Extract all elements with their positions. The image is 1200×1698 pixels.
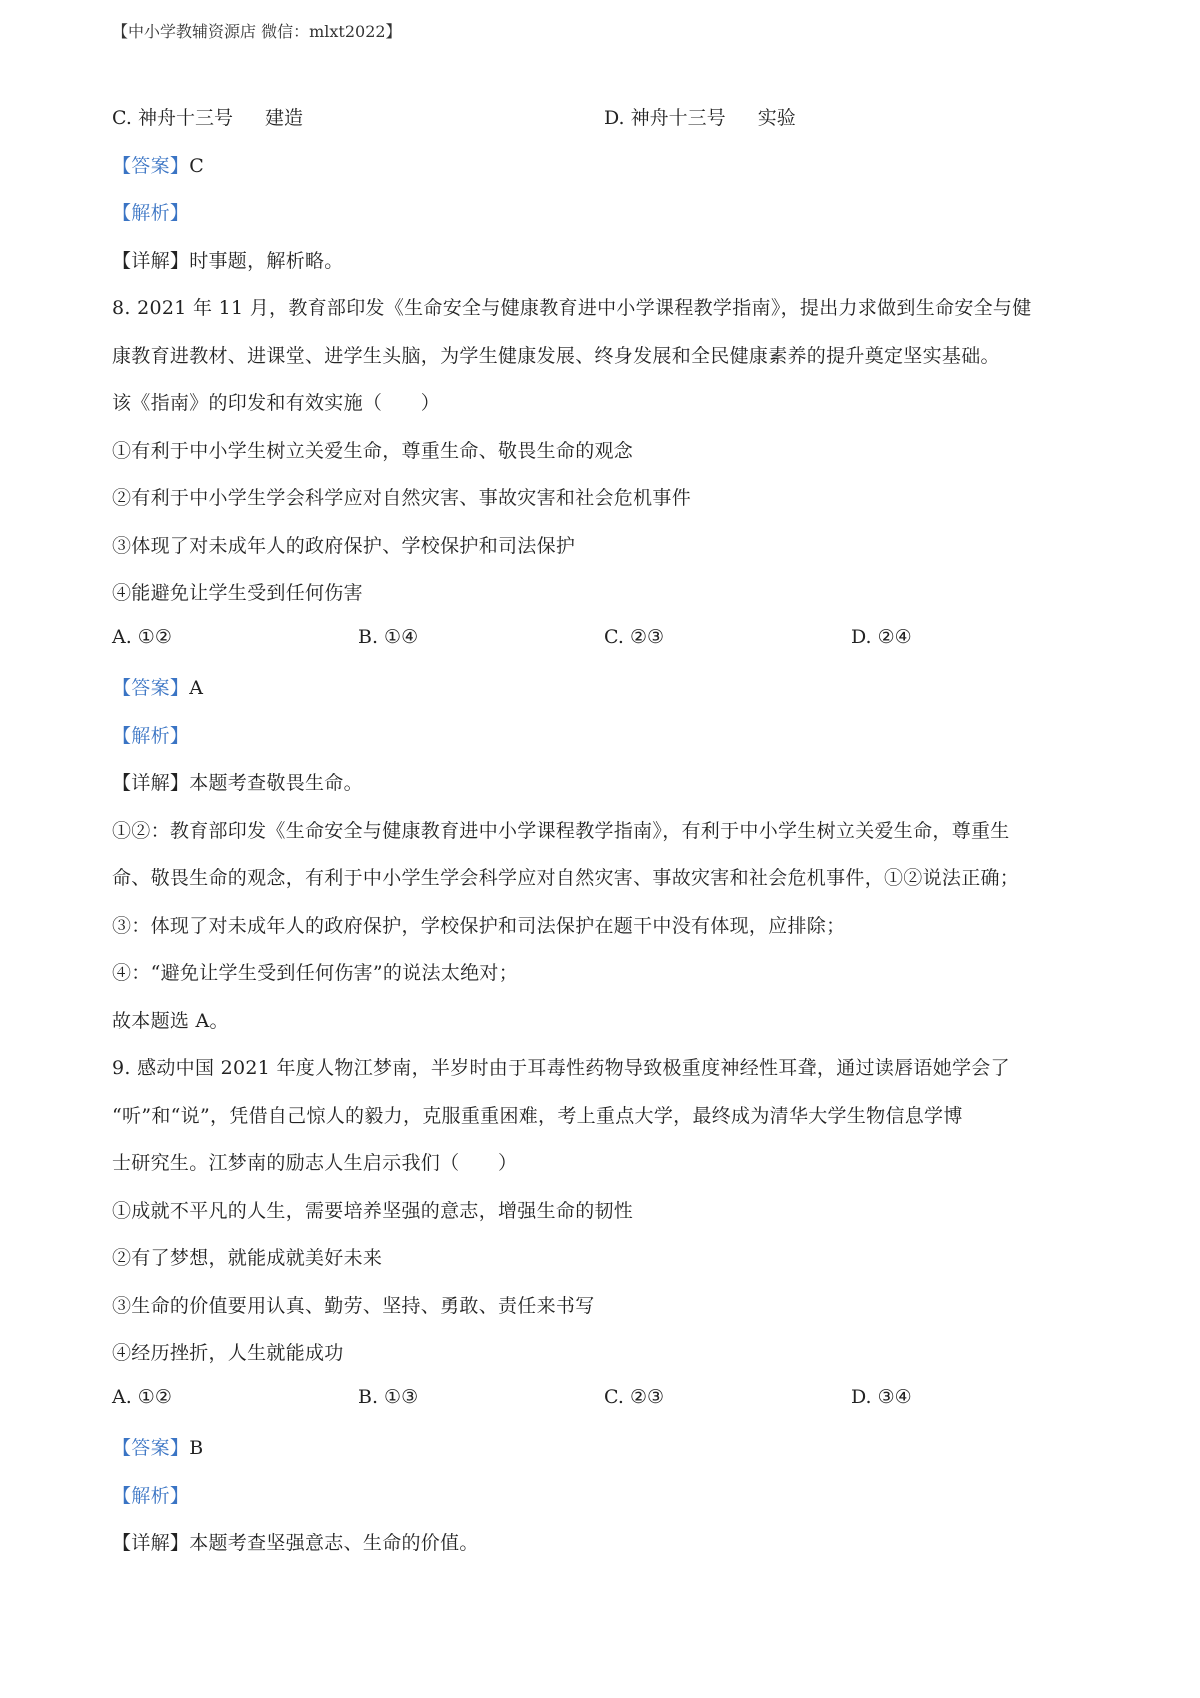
q8-stem-line: 康教育进教材、进课堂、进学生头脑，为学生健康发展、终身发展和全民健康素养的提升奠定坚实基础。: [112, 345, 1000, 367]
q8-choice-b: B. ①④: [358, 626, 419, 648]
q9-answer: 【答案】B: [112, 1437, 204, 1459]
q9-choice-b: B. ①③: [358, 1386, 419, 1408]
q8-analysis-label: 【解析】: [112, 725, 190, 747]
q9-stem-line: “听”和“说”，凭借自己惊人的毅力，克服重重困难，考上重点大学，最终成为清华大学生物信息学博: [112, 1105, 963, 1127]
q8-stem-line: 该《指南》的印发和有效实施（ ）: [112, 392, 441, 414]
q9-stem-line: 9. 感动中国 2021 年度人物江梦南，半岁时由于耳毒性药物导致极重度神经性耳聋，通过读唇语她学会了: [112, 1057, 1010, 1079]
q8-choice-a: A. ①②: [112, 626, 172, 648]
q8-explanation-line: ③：体现了对未成年人的政府保护，学校保护和司法保护在题干中没有体现，应排除；: [112, 915, 846, 937]
q7-answer: 【答案】C: [112, 155, 205, 177]
q8-stem-line: 8. 2021 年 11 月，教育部印发《生命安全与健康教育进中小学课程教学指南》，提出力求做到生命安全与健: [112, 297, 1032, 319]
q8-item: ②有利于中小学生学会科学应对自然灾害、事故灾害和社会危机事件: [112, 487, 692, 509]
q8-item: ①有利于中小学生树立关爱生命，尊重生命、敬畏生命的观念: [112, 440, 634, 462]
q9-item: ①成就不平凡的人生，需要培养坚强的意志，增强生命的韧性: [112, 1200, 634, 1222]
q9-choice-c: C. ②③: [604, 1386, 665, 1408]
q7-option-c: C. 神舟十三号 建造: [112, 107, 304, 129]
q8-choice-d: D. ②④: [851, 626, 912, 648]
q7-analysis-label: 【解析】: [112, 202, 190, 224]
q9-detail: 【详解】本题考查坚强意志、生命的价值。: [112, 1532, 479, 1554]
q9-item: ④经历挫折，人生就能成功: [112, 1342, 344, 1364]
q9-item: ③生命的价值要用认真、勤劳、坚持、勇敢、责任来书写: [112, 1295, 595, 1317]
q7-detail: 【详解】时事题，解析略。: [112, 250, 344, 272]
q8-item: ④能避免让学生受到任何伤害: [112, 582, 363, 604]
q8-answer: 【答案】A: [112, 677, 204, 699]
q8-item: ③体现了对未成年人的政府保护、学校保护和司法保护: [112, 535, 576, 557]
q8-detail: 【详解】本题考查敬畏生命。: [112, 772, 363, 794]
q9-item: ②有了梦想，就能成就美好未来: [112, 1247, 383, 1269]
q9-choice-a: A. ①②: [112, 1386, 172, 1408]
q8-explanation-line: 命、敬畏生命的观念，有利于中小学生学会科学应对自然灾害、事故灾害和社会危机事件，①②说法正确；: [112, 867, 1020, 889]
q8-explanation-line: ①②：教育部印发《生命安全与健康教育进中小学课程教学指南》，有利于中小学生树立关爱生命，尊重生: [112, 820, 1010, 842]
q8-explanation-line: ④：“避免让学生受到任何伤害”的说法太绝对；: [112, 962, 519, 984]
q7-option-d: D. 神舟十三号 实验: [604, 107, 796, 129]
q9-choice-d: D. ③④: [851, 1386, 912, 1408]
q9-stem-line: 士研究生。江梦南的励志人生启示我们（ ）: [112, 1152, 518, 1174]
q8-choice-c: C. ②③: [604, 626, 665, 648]
q9-analysis-label: 【解析】: [112, 1485, 190, 1507]
q8-conclusion: 故本题选 A。: [112, 1010, 229, 1032]
page-header: 【中小学教辅资源店 微信：mlxt2022】: [112, 22, 402, 41]
